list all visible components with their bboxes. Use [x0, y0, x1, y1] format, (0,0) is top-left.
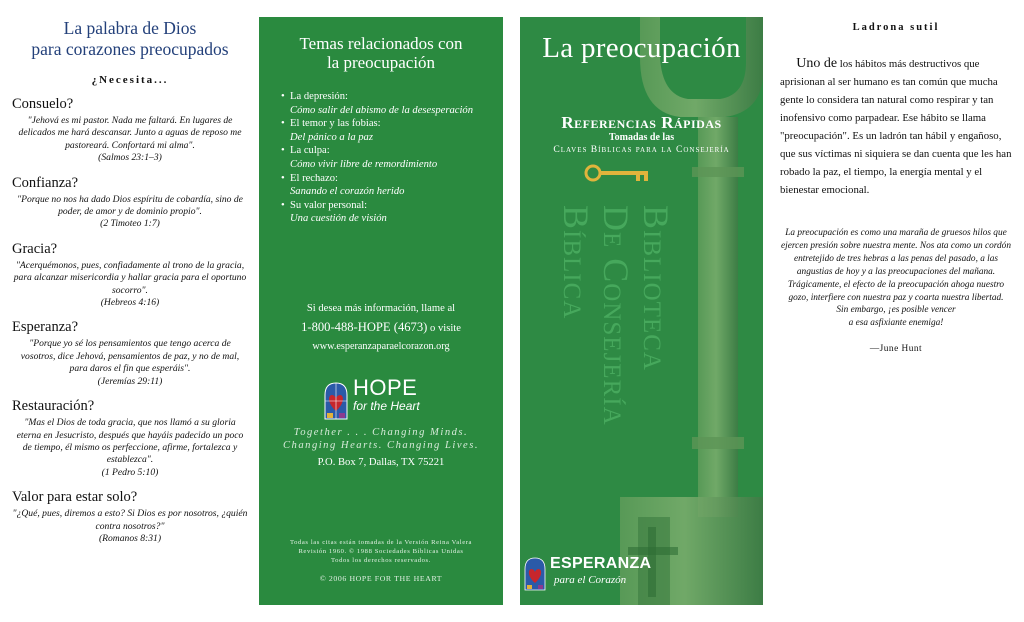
legal-line-2: Revisión 1960. © 1988 Sociedades Bíblicas Unidas — [298, 548, 464, 555]
legal-line-3: Todos los derechos reservados. — [331, 557, 431, 564]
topic-heading: Esperanza? — [12, 319, 79, 336]
legal-notice — [259, 538, 503, 565]
topic-item — [12, 398, 248, 479]
topic-heading: Valor para estar solo? — [12, 489, 138, 506]
related-topic-subtitle: Del pánico a la paz — [290, 131, 373, 143]
related-topic-label: El rechazo: — [290, 172, 338, 184]
intro-lead-words: Uno de — [796, 56, 838, 71]
tagline-line-1: Together . . . Changing Minds. — [293, 427, 469, 438]
related-title-line-2: la preocupación — [326, 53, 436, 72]
need-heading: ¿Necesita... — [91, 74, 169, 86]
library-vertical-title — [556, 205, 676, 426]
esperanza-logo — [524, 555, 664, 601]
related-topic-item — [290, 199, 503, 226]
esperanza-logo-text: ESPERANZA — [550, 555, 652, 572]
quote-closing-line-1: Sin embargo, ¡es posible vencer — [836, 305, 956, 316]
related-topic-subtitle: Cómo vivir libre de remordimiento — [290, 158, 438, 170]
intro-paragraph — [780, 55, 1012, 199]
related-list — [259, 90, 503, 226]
related-topic-item — [290, 90, 503, 117]
panel-related — [259, 17, 503, 605]
quote-text: La preocupación es como una maraña de gruesos hilos que ejercen presión sobre nuestra mente. Nos ata como un cordón entretejido de tres hebras a las penas del pasado, a las angustias de hoy y a las preocupaciones del mañana. Trágicamente, el efecto de la preocupación ahoga nuestro gozo, interfiere con nuestra paz y coarta nuestra libertad. — [781, 228, 1011, 303]
quote-author: —June Hunt — [869, 344, 923, 355]
stained-glass-heart-icon — [524, 557, 546, 591]
related-topic-item — [290, 172, 503, 199]
topic-item — [12, 241, 248, 310]
topic-reference: (1 Pedro 5:10) — [101, 466, 159, 478]
vertical-line-3: Bíblica — [556, 205, 596, 320]
phone-line — [259, 318, 503, 338]
related-topic-label: La culpa: — [290, 145, 330, 157]
title-line-2: para corazones preocupados — [31, 39, 229, 59]
related-topic-subtitle: Cómo salir del abismo de la desesperación — [290, 104, 474, 116]
hope-logo — [323, 377, 443, 421]
hope-logo-text: HOPE — [353, 375, 418, 400]
intro-text: los hábitos más destructivos que aprisionan al ser humano es tan común que mucha gente lo considera tan natural como respirar y tan inofensivo como parpadear. Ese hábito se llama "preocupación". Es un ladrón tan hábil y engañoso, que sus víctimas ni siquiera se dan cuenta que les han robado la paz, el tiempo, la energía mental y el bienestar emocional. — [780, 58, 1012, 196]
title-line-1: La palabra de Dios — [63, 18, 197, 38]
cover-title: La preocupación — [542, 32, 741, 64]
related-topic-label: Su valor personal: — [290, 199, 368, 211]
related-title-line-1: Temas relacionados con — [299, 34, 463, 53]
contact-line: Si desea más información, llame al — [306, 302, 456, 314]
topic-heading: Confianza? — [12, 174, 79, 191]
topic-heading: Consuelo? — [12, 96, 74, 112]
phone-suffix: o visite — [427, 322, 461, 334]
related-topic-subtitle: Sanando el corazón herido — [290, 186, 405, 198]
phone-number[interactable]: 1-800-488-HOPE (4673) — [301, 319, 428, 334]
golden-key-icon — [584, 162, 654, 184]
copyright: © 2006 HOPE FOR THE HEART — [319, 574, 443, 583]
topic-item — [12, 96, 248, 165]
related-title — [259, 34, 503, 72]
website-link[interactable]: www.esperanzaparaelcorazon.org — [312, 340, 450, 352]
topic-item — [12, 175, 248, 231]
related-topic-subtitle: Una cuestión de visión — [290, 213, 387, 225]
topic-item — [12, 319, 248, 388]
topic-list — [12, 96, 248, 545]
topic-quote: "Porque yo sé los pensamientos que tengo acerca de vosotros, dice Jehová, pensamientos de paz, y no de mal, para daros el fin que esperáis". — [20, 338, 240, 375]
topic-item — [12, 489, 248, 545]
topic-quote: "Porque no nos ha dado Dios espíritu de cobardía, sino de poder, de amor y de dominio propio". — [17, 193, 243, 218]
topic-reference: (Hebreos 4:16) — [100, 297, 160, 309]
stained-glass-heart-icon — [323, 381, 349, 421]
quick-references-title: Referencias Rápidas — [561, 113, 722, 132]
tagline-line-2: Changing Hearts. Changing Lives. — [282, 440, 480, 451]
panel1-title — [12, 18, 248, 60]
contact-info — [259, 300, 503, 356]
quote-block — [780, 227, 1012, 330]
topic-quote: "¿Qué, pues, diremos a esto? Si Dios es por nosotros, ¿quién contra nosotros?" — [12, 508, 248, 532]
topic-reference: (2 Timoteo 1:7) — [100, 218, 160, 230]
topic-quote: "Mas el Dios de toda gracia, que nos llamó a su gloria eterna en Jesucristo, después que hayáis padecido un poco de tiempo, él mismo os perfeccione, afirme, fortalezca y establezca". — [16, 417, 244, 466]
related-topic-label: El temor y las fobias: — [290, 118, 381, 130]
topic-heading: Gracia? — [12, 240, 58, 257]
esperanza-logo-subtext: para el Corazón — [554, 574, 627, 586]
panel-subtle-thief — [780, 14, 1012, 354]
topic-reference: (Jeremías 29:11) — [97, 375, 163, 387]
section-title: Ladrona sutil — [852, 22, 940, 33]
topic-quote: "Jehová es mi pastor. Nada me faltará. En lugares de delicados me hará descansar. Junto a aguas de reposo me pastoreará. Confortará mi alma". — [18, 115, 242, 151]
related-topic-item — [290, 117, 503, 144]
quote-closing-line-2: a esa asfixiante enemiga! — [848, 318, 944, 329]
panel-scriptures — [12, 14, 248, 614]
vertical-line-2: De Consejería — [596, 205, 636, 426]
topic-reference: (Romanos 8:31) — [98, 532, 162, 544]
topic-heading: Restauración? — [12, 398, 95, 415]
related-topic-label: La depresión: — [290, 91, 348, 102]
mailing-address: P.O. Box 7, Dallas, TX 75221 — [317, 457, 445, 468]
topic-quote: "Acerquémonos, pues, confiadamente al trono de la gracia, para alcanzar misericordia y hallar gracia para el oportuno socorro". — [13, 259, 247, 296]
hope-logo-subtext: for the Heart — [353, 399, 420, 413]
tagline — [259, 426, 503, 452]
topic-reference: (Salmos 23:1–3) — [98, 152, 162, 164]
vertical-line-1: Biblioteca — [636, 205, 676, 371]
legal-line-1: Todas las citas están tomadas de la Versión Reina Valera — [289, 539, 473, 546]
taken-from-text: Tomadas de las — [608, 132, 675, 143]
series-name: Claves Bíblicas para la Consejería — [553, 144, 730, 155]
related-topic-item — [290, 144, 503, 171]
panel-cover — [520, 17, 763, 605]
